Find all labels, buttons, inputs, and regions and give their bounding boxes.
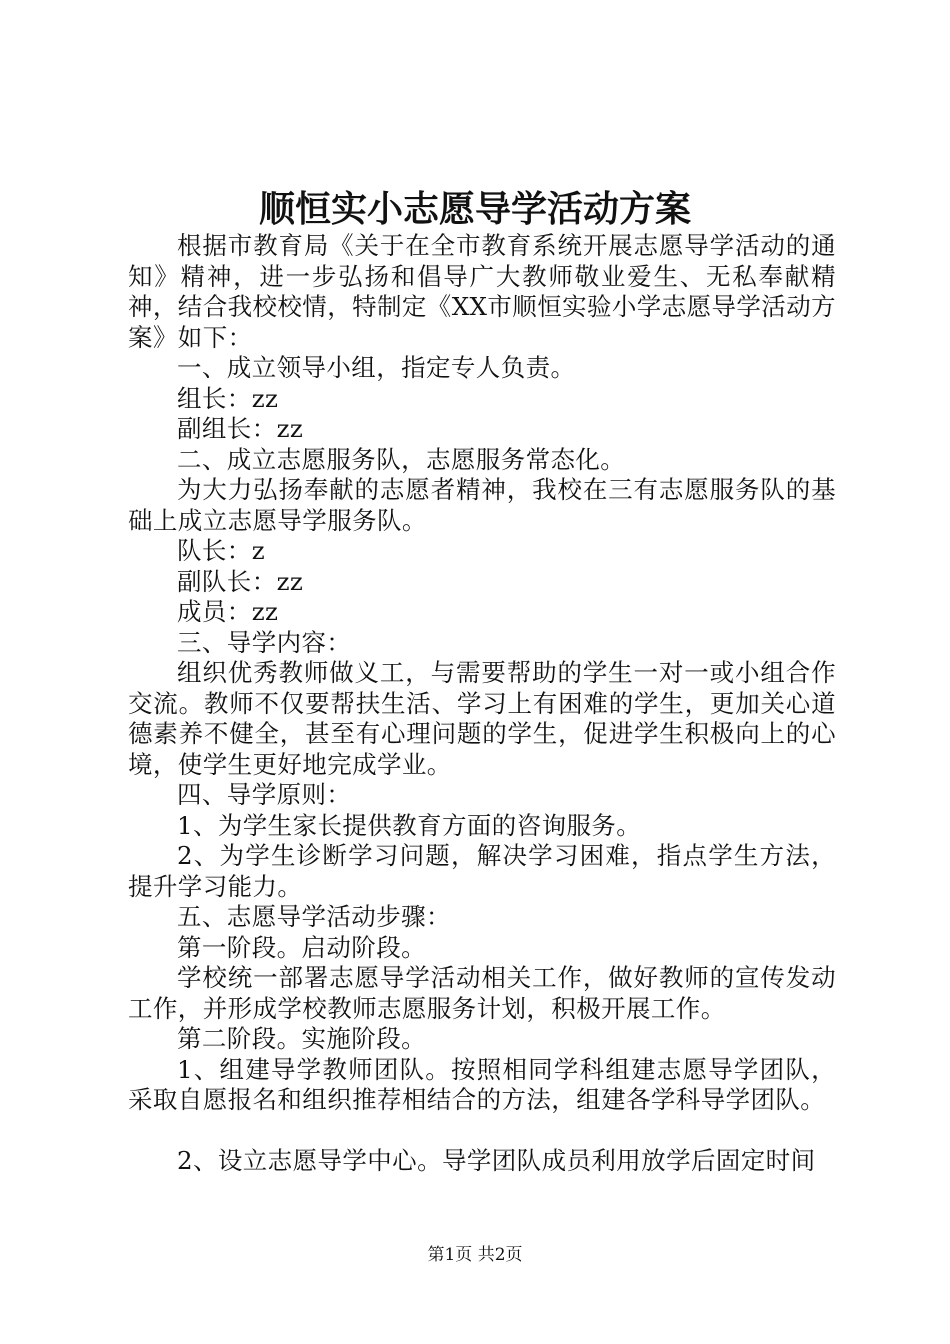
heading-section-2: 二、成立志愿服务队，志愿服务常态化。 [177, 444, 626, 474]
heading-section-4: 四、导学原则： [177, 780, 352, 809]
heading-section-1: 一、成立领导小组，指定专人负责。 [177, 353, 576, 382]
stage-2-item-1: 1、组建导学教师团队。按照相同学科组建志愿导学团队，采取自愿报名和组织推荐相结合的方法，组建各学科导学团队。 [128, 1054, 836, 1114]
principle-item-1: 1、为学生家长提供教育方面的咨询服务。 [177, 810, 642, 840]
paragraph-stage-1: 学校统一部署志愿导学活动相关工作，做好教师的宣传发动工作，并形成学校教师志愿服务计划，积极开展工作。 [128, 963, 836, 1023]
heading-section-5: 五、志愿导学活动步骤： [177, 902, 451, 931]
document-body [128, 231, 836, 1177]
leader-line: 组长：zz [177, 383, 279, 413]
paragraph-volunteer-team: 为大力弘扬奉献的志愿者精神，我校在三有志愿服务队的基础上成立志愿导学服务队。 [128, 475, 836, 535]
captain-line: 队长：z [177, 536, 266, 565]
heading-section-3: 三、导学内容： [177, 627, 352, 657]
paragraph-content: 组织优秀教师做义工，与需要帮助的学生一对一或小组合作交流。教师不仅要帮扶生活、学习上有困难的学生，更加关心道德素养不健全，甚至有心理问题的学生，促进学生积极向上的心境，使学生更好地完成学业。 [128, 658, 836, 779]
page-title: 顺恒实小志愿导学活动方案 [258, 189, 691, 230]
stage-1-heading: 第一阶段。启动阶段。 [177, 932, 426, 962]
stage-2-heading: 第二阶段。实施阶段。 [177, 1024, 426, 1053]
page-number-footer: 第1页 共2页 [427, 1245, 523, 1265]
deputy-leader-line: 副组长：zz [177, 414, 304, 443]
stage-2-item-2: 2、设立志愿导学中心。导学团队成员利用放学后固定时间 [177, 1146, 816, 1175]
members-line: 成员：zz [177, 597, 279, 626]
paragraph-intro: 根据市教育局《关于在全市教育系统开展志愿导学活动的通知》精神，进一步弘扬和倡导广大教师敬业爱生、无私奉献精神，结合我校校情，特制定《XX市顺恒实验小学志愿导学活动方案》如下： [128, 231, 836, 352]
vice-captain-line: 副队长：zz [177, 566, 304, 596]
principle-item-2: 2、为学生诊断学习问题，解决学习困难，指点学生方法，提升学习能力。 [128, 841, 836, 901]
